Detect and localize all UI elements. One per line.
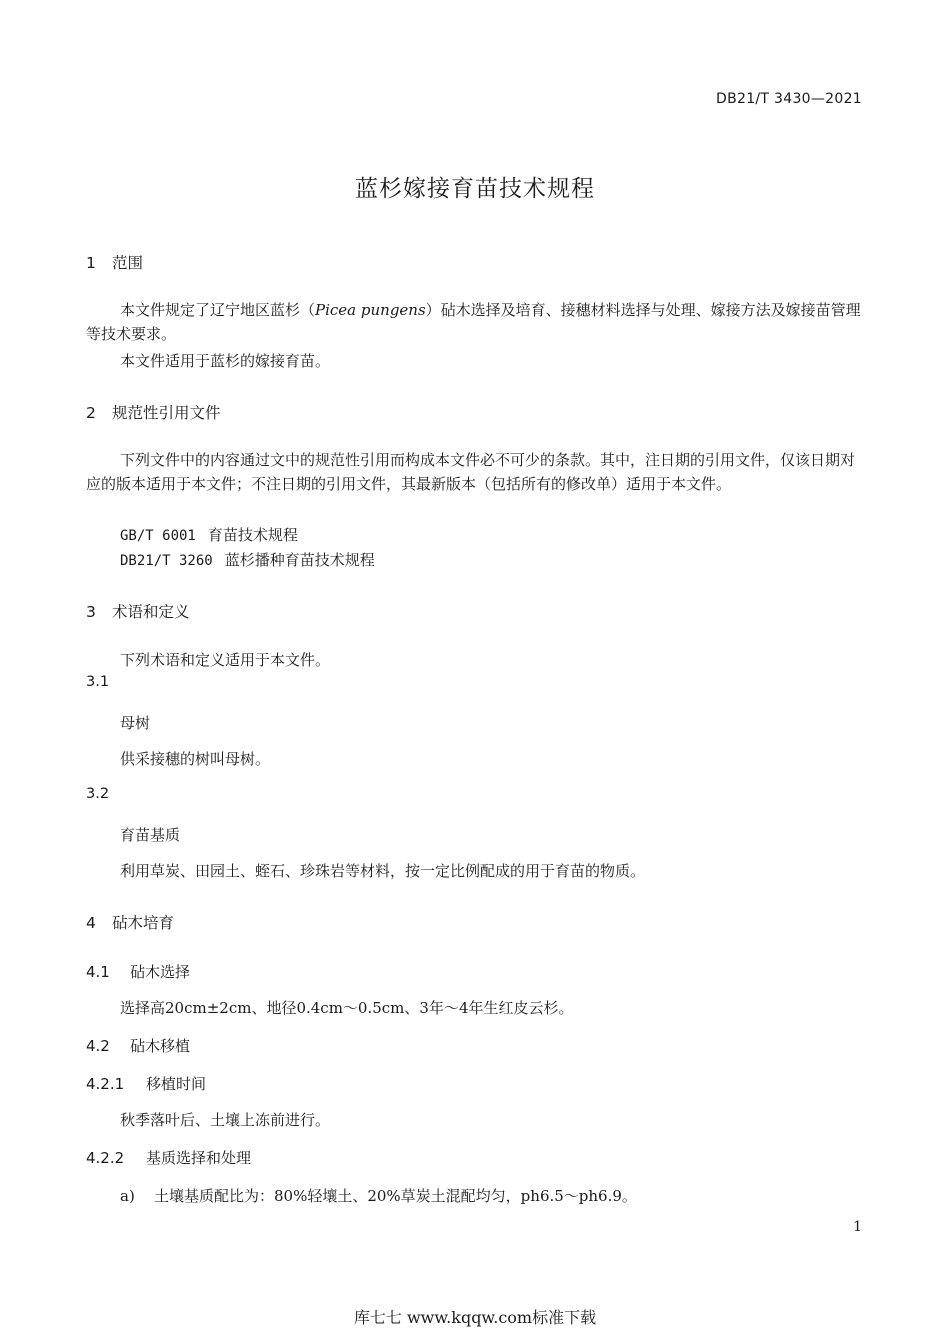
section-3-heading xyxy=(86,600,190,622)
latin-name: Picea pungens xyxy=(315,301,426,319)
list-item-label: a) xyxy=(120,1187,135,1205)
reference-code: DB21/T 3260 xyxy=(120,553,213,569)
section-4-heading xyxy=(86,911,174,933)
reference-code: GB/T 6001 xyxy=(120,528,196,544)
section-title: 砧木培育 xyxy=(112,914,175,932)
subsection-title: 砧木选择 xyxy=(130,963,191,981)
subsection-number: 4.1 xyxy=(86,963,110,981)
page-number: 1 xyxy=(853,1219,862,1235)
list-item xyxy=(120,1185,637,1206)
list-item-text: 土壤基质配比为：80%轻壤土、20%草炭土混配均匀，ph6.5～ph6.9。 xyxy=(154,1187,637,1205)
subsection-title: 砧木移植 xyxy=(130,1037,191,1055)
section-number: 2 xyxy=(86,404,96,422)
reference-title: 蓝杉播种育苗技术规程 xyxy=(224,551,375,569)
section-number: 1 xyxy=(86,254,96,272)
term-number: 3.2 xyxy=(86,786,110,802)
subsection-number: 4.2.1 xyxy=(86,1075,125,1093)
section-1-paragraph-1 xyxy=(86,298,864,346)
document-code: DB21/T 3430—2021 xyxy=(716,91,862,107)
footer-watermark: 库七七 www.kqqw.com标准下载 xyxy=(353,1308,597,1327)
subsection-4-1-text: 选择高20cm±2cm、地径0.4cm～0.5cm、3年～4年生红皮云杉。 xyxy=(120,999,574,1017)
term-definition: 利用草炭、田园土、蛭石、珍珠岩等材料，按一定比例配成的用于育苗的物质。 xyxy=(120,862,646,880)
section-2-heading xyxy=(86,401,221,423)
subsection-title: 移植时间 xyxy=(146,1075,207,1093)
section-title: 范围 xyxy=(112,254,144,272)
term-definition: 供采接穗的树叫母树。 xyxy=(120,750,271,768)
section-title: 规范性引用文件 xyxy=(112,404,221,422)
reference-item xyxy=(120,524,298,545)
term-number: 3.1 xyxy=(86,674,110,690)
page-title: 蓝杉嫁接育苗技术规程 xyxy=(355,176,595,202)
section-title: 术语和定义 xyxy=(112,603,190,621)
paragraph-text: ）砧木选择及培育、接穗材料选择与处理、嫁接方法及嫁接苗管理等技术要求。 xyxy=(86,301,861,343)
reference-title: 育苗技术规程 xyxy=(207,526,298,544)
section-number: 3 xyxy=(86,603,96,621)
term-title: 育苗基质 xyxy=(120,826,181,844)
subsection-title: 基质选择和处理 xyxy=(146,1149,252,1167)
term-title: 母树 xyxy=(120,714,151,732)
section-2-paragraph-1: 下列文件中的内容通过文中的规范性引用而构成本文件必不可少的条款。其中，注日期的引用文件，仅该日期对应的版本适用于本文件；不注日期的引用文件，其最新版本（包括所有的修改单）适用于本文件。 xyxy=(86,451,856,493)
subsection-4-2-1-text: 秋季落叶后、土壤上冻前进行。 xyxy=(120,1111,331,1129)
subsection-number: 4.2 xyxy=(86,1037,110,1055)
subsection-4-1-heading xyxy=(86,961,190,982)
reference-item xyxy=(120,549,375,570)
subsection-4-2-heading xyxy=(86,1035,190,1056)
section-number: 4 xyxy=(86,914,96,932)
section-1-paragraph-2: 本文件适用于蓝杉的嫁接育苗。 xyxy=(120,352,331,370)
paragraph-text: 本文件规定了辽宁地区蓝杉（ xyxy=(120,301,316,319)
subsection-4-2-1-heading xyxy=(86,1073,206,1094)
subsection-number: 4.2.2 xyxy=(86,1149,125,1167)
subsection-4-2-2-heading xyxy=(86,1147,251,1168)
section-1-heading xyxy=(86,251,143,273)
section-3-intro: 下列术语和定义适用于本文件。 xyxy=(120,651,331,669)
